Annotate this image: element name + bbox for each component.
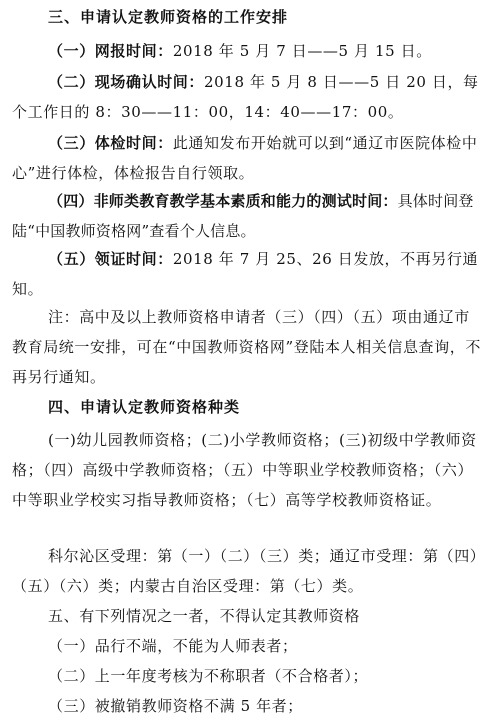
section-4-heading: 四、申请认定教师资格种类 bbox=[48, 398, 241, 416]
online-registration-time bbox=[48, 36, 492, 66]
item-3-text: 此通知发布开始就可以到“通辽市医院体检中心”进行体检，体检报告自行领取。 bbox=[12, 134, 478, 182]
disqualification-item: （三）被撤销教师资格不满 5 年者； bbox=[48, 697, 303, 715]
item-2-text: 2018 年 5 月 8 日——5 日 20 日，每个工作日的 8：30——11：00，14：40——17：00。 bbox=[12, 73, 479, 121]
section-5-heading: 五、有下列情况之一者，不得认定其教师资格 bbox=[48, 607, 361, 625]
section-3-heading: 三、申请认定教师资格的工作安排 bbox=[48, 8, 289, 26]
item-1-label: （一）网报时间： bbox=[48, 42, 173, 60]
item-4-text: 具体时间登陆“中国教师资格网”查看个人信息。 bbox=[12, 192, 474, 240]
acceptance-paragraph: 科尔沁区受理：第（一）（二）（三）类；通辽市受理：第（四）（五）（六）类；内蒙古自治区受理：第（七）类。 bbox=[12, 547, 478, 595]
ability-test-time bbox=[12, 186, 482, 246]
item-5-label: （五）领证时间： bbox=[48, 250, 173, 268]
disqualification-item: （一）品行不端，不能为人师表者； bbox=[48, 637, 298, 655]
certificate-types-paragraph: (一)幼儿园教师资格；(二)小学教师资格；(三)初级中学教师资格；（四）高级中学教师资格；（五）中等职业学校教师资格；（六）中等职业学校实习指导教师资格；（七）高等学校教师资格证。 bbox=[12, 431, 477, 509]
disqualification-item: （二）上一年度考核为不称职者（不合格者）； bbox=[48, 667, 369, 685]
item-1-text: 2018 年 5 月 7 日——5 月 15 日。 bbox=[172, 42, 432, 60]
note-paragraph: 注：高中及以上教师资格申请者（三）（四）（五）项由通辽市教育局统一安排，可在“中国教师资格网”登陆本人相关信息查询，不再另行通知。 bbox=[12, 308, 481, 386]
item-3-label: （三）体检时间： bbox=[48, 134, 173, 152]
item-2-label: （二）现场确认时间： bbox=[48, 73, 205, 91]
medical-exam-time bbox=[12, 128, 482, 188]
onsite-confirmation-time bbox=[12, 67, 482, 127]
item-5-text: 2018 年 7 月 25、26 日发放，不再另行通知。 bbox=[12, 250, 479, 298]
item-4-label: （四）非师类教育教学基本素质和能力的测试时间： bbox=[48, 192, 398, 210]
certificate-collection-time bbox=[12, 244, 482, 304]
